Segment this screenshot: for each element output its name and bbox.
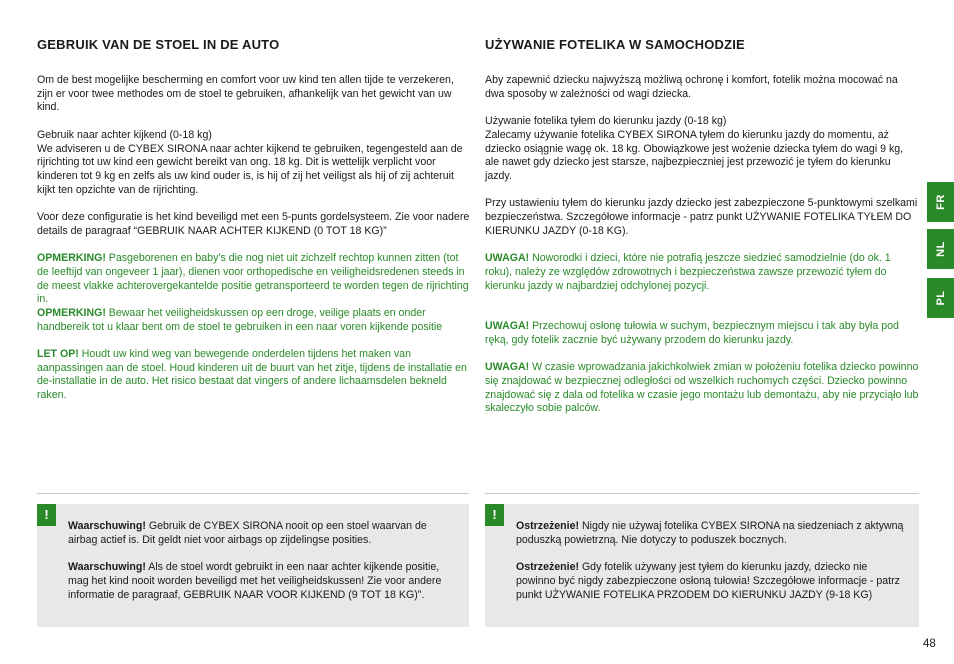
language-tab-fr[interactable] (927, 182, 954, 222)
right-warning-2 (516, 561, 909, 602)
language-tab-nl[interactable] (927, 229, 954, 269)
exclamation-icon: ! (485, 504, 504, 526)
left-note2 (37, 307, 471, 334)
right-uwaga3-text: W czasie wprowadzania jakichkolwiek zmian w położeniu fotelika dziecko powinno się znajdować w bezpiecznej odległości od wszelkich ruchomych części. Dziecko powinno znajdować się z dala od fotelika w czasie jego montażu lub demontażu, aby nie przyciąło lub skaleczyło sobie palców. (485, 361, 919, 415)
language-tab-fr-label: FR (934, 194, 947, 210)
right-warning-1-label: Ostrzeżenie! (516, 520, 579, 532)
right-config-text: Przy ustawieniu tyłem do kierunku jazdy dziecko jest zabezpieczone 5-punktowymi szelkami bezpieczeństwa. Szczegółowe informacje - patrz punkt UŻYWANIE FOTELIKA TYŁEM DO KIERUNKU JAZDY (0-18 KG). (485, 197, 918, 237)
left-warning-1-text: Gebruik de CYBEX SIRONA nooit op een stoel waarvan de airbag actief is. Dit geldt niet voor airbags op zijdelingse posities. (68, 520, 427, 546)
left-warning-text (68, 520, 459, 616)
page-number: 48 (923, 638, 936, 650)
right-divider (485, 493, 919, 494)
right-uwaga1-label: UWAGA! (485, 252, 530, 265)
language-tab-nl-label: NL (934, 241, 947, 257)
right-column (485, 36, 919, 430)
left-note2-label: OPMERKING! (37, 306, 106, 319)
right-warning-1-text: Nigdy nie używaj fotelika CYBEX SIRONA na siedzeniach z aktywną poduszką powietrzną. Nie dotyczy to poduszek bocznych. (516, 520, 904, 546)
right-subheading: Używanie fotelika tyłem do kierunku jazdy (0-18 kg) (485, 115, 727, 128)
right-warning-box (485, 504, 919, 627)
left-rear-text: We adviseren u de CYBEX SIRONA naar achter kijkend te gebruiken, tegengesteld aan de rijrichting tot uw kind een gewicht bereikt van ong. 18 kg. Dit is wettelijk verplicht voor kinderen tot 9 kg en zelfs als uw kind ouder is, is hij of zij het veiligst als hij of zij achteruit kijkt ten opzichte van de rijrichting. (37, 142, 463, 196)
left-warning-2-label: Waarschuwing! (68, 561, 146, 574)
right-heading: UŻYWANIE FOTELIKA W SAMOCHODZIE (485, 37, 745, 52)
left-rear-section (37, 129, 471, 198)
left-letop-label: LET OP! (37, 348, 79, 360)
language-tab-pl[interactable] (927, 278, 954, 318)
right-uwaga3 (485, 361, 919, 416)
left-warning-2-text: Als de stoel wordt gebruikt in een naar achter kijkende positie, mag het kind nooit worden beveiligd met het veiligheidskussen! Zie voor andere informatie de paragraaf, GEBRUIK NAAR VOOR KIJKEND (9 TOT 18 KG)". (68, 561, 442, 601)
right-uwaga1 (485, 252, 919, 293)
left-letop (37, 348, 471, 403)
left-note1-label: OPMERKING! (37, 252, 106, 265)
left-note1-text: Pasgeborenen en baby’s die nog niet uit zichzelf rechtop kunnen zitten (tot de leeftijd van ongeveer 1 jaar), dienen voor orthopedische en veiligheidsredenen steeds in de meest vlakke achterovergekantelde positie getransporteerd te worden tegen de rijrichting in. (37, 252, 469, 306)
left-column (37, 36, 471, 417)
right-warning-1 (516, 520, 909, 547)
left-warning-box (37, 504, 469, 627)
left-heading: GEBRUIK VAN DE STOEL IN DE AUTO (37, 37, 280, 52)
right-intro: Aby zapewnić dziecku najwyższą możliwą ochronę i komfort, fotelik można mocować na dwa sposoby w zależności od wagi dziecka. (485, 74, 898, 100)
left-config-text: Voor deze configuratie is het kind beveiligd met een 5-punts gordelsysteem. Zie voor nadere details de paragraaf “GEBRUIK NAAR ACHTER KIJKEND (0 TOT 18 KG)” (37, 211, 470, 237)
left-intro: Om de best mogelijke bescherming en comfort voor uw kind ten allen tijde te verzekeren, zijn er voor twee methodes om de stoel te gebruiken, afhankelijk van het gewicht van uw kind. (37, 74, 454, 114)
right-uwaga1-text: Noworodki i dzieci, które nie potrafią jeszcze siedzieć samodzielnie (do ok. 1 roku), należy ze względów zdrowotnych i bezpieczeństwa zawsze przewozić tyłem do kierunku jazdy w najbardziej odchylonej pozycji. (485, 252, 891, 292)
right-uwaga2-label: UWAGA! (485, 320, 530, 333)
right-warning-2-label: Ostrzeżenie! (516, 561, 579, 574)
left-divider (37, 493, 469, 494)
left-warning-1 (68, 520, 459, 547)
left-letop-text: Houdt uw kind weg van bewegende onderdelen tijdens het maken van aanpassingen aan de stoel. Houd kinderen uit de buurt van het zitje, tijdens de installatie en de-installatie in de auto. Het risico bestaat dat vingers of andere lichaamsdelen bekneld raken. (37, 348, 467, 402)
left-note2-text: Bewaar het veiligheidskussen op een droge, veilige plaats en onder handbereik tot u klaar bent om de stoel te gebruiken in een naar voren kijkende positie (37, 306, 443, 333)
right-rear-text: Zalecamy używanie fotelika CYBEX SIRONA tyłem do kierunku jazdy do momentu, aż dziecko osiągnie wagę ok. 18 kg. Obowiązkowe jest wożenie dziecka tyłem do wagi 9 kg, ale nawet gdy dziecko jest starsze, najbezpieczniej jest przewozić je tyłem do kierunku jazdy. (485, 128, 904, 182)
right-warning-2-text: Gdy fotelik używany jest tyłem do kierunku jazdy, dziecko nie powinno być nigdy zabezpieczone osłoną tułowia! Szczegółowe informacje - patrz punkt UŻYWANIE FOTELIKA PRZODEM DO KIERUNKU JAZDY (9-18 KG) (516, 561, 900, 601)
left-warning-1-label: Waarschuwing! (68, 520, 146, 532)
right-warning-text (516, 520, 909, 616)
right-uwaga2 (485, 320, 919, 347)
right-uwaga3-label: UWAGA! (485, 361, 530, 374)
language-tab-pl-label: PL (934, 290, 947, 306)
left-warning-2 (68, 561, 459, 602)
right-rear-section (485, 115, 919, 184)
right-uwaga2-text: Przechowuj osłonę tułowia w suchym, bezpiecznym miejscu i tak aby była pod ręką, gdy fotelik zacznie być używany przodem do kierunku jazdy. (485, 320, 899, 346)
left-note1 (37, 252, 471, 307)
left-subheading: Gebruik naar achter kijkend (0-18 kg) (37, 128, 212, 141)
exclamation-icon: ! (37, 504, 56, 526)
